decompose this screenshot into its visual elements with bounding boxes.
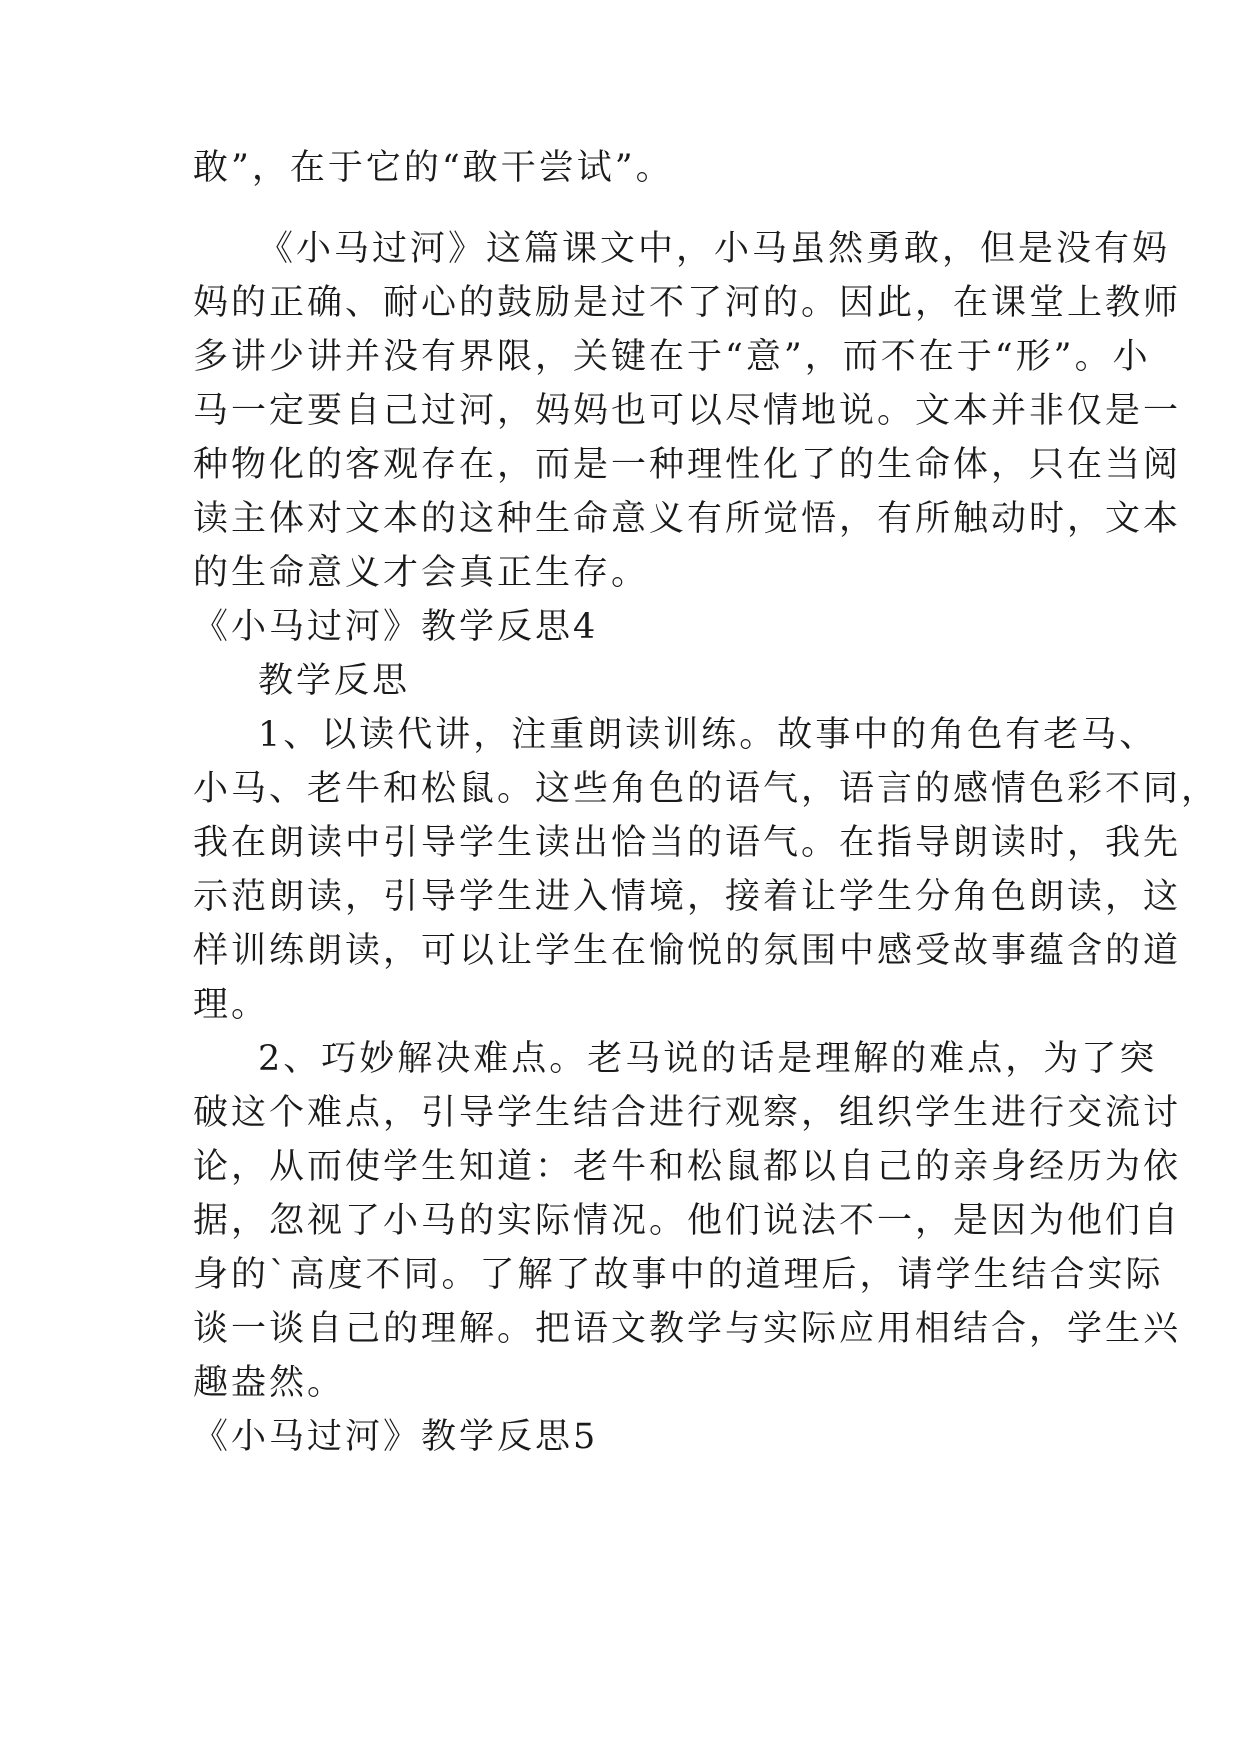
paragraph-line: 《小马过河》这篇课文中，小马虽然勇敢，但是没有妈 [258,229,1171,269]
paragraph-line: 论，从而使学生知道：老牛和松鼠都以自己的亲身经历为依 [193,1147,1182,1187]
paragraph-line: 示范朗读，引导学生进入情境，接着让学生分角色朗读，这 [193,877,1182,917]
paragraph-line: 2、巧妙解决难点。老马说的话是理解的难点，为了突 [258,1039,1158,1079]
paragraph-line: 理。 [193,985,270,1025]
paragraph-line: 马一定要自己过河，妈妈也可以尽情地说。文本并非仅是一 [193,391,1182,431]
paragraph-line: 的生命意义才会真正生存。 [193,553,650,593]
paragraph-line: 据，忽视了小马的实际情况。他们说法不一，是因为他们自 [193,1201,1182,1241]
paragraph-line: 趣盎然。 [193,1363,346,1403]
paragraph-line: 小马、老牛和松鼠。这些角色的语气，语言的感情色彩不同， [193,769,1220,809]
paragraph-line: 破这个难点，引导学生结合进行观察，组织学生进行交流讨 [193,1093,1182,1133]
paragraph-line: 种物化的客观存在，而是一种理性化了的生命体，只在当阅 [193,445,1182,485]
subheading: 教学反思 [258,661,411,701]
paragraph-line: 我在朗读中引导学生读出恰当的语气。在指导朗读时，我先 [193,823,1182,863]
paragraph-line: 读主体对文本的这种生命意义有所觉悟，有所触动时，文本 [193,499,1182,539]
paragraph-line: 样训练朗读，可以让学生在愉悦的氛围中感受故事蕴含的道 [193,931,1182,971]
section-heading: 《小马过河》教学反思5 [193,1417,599,1457]
paragraph-line: 谈一谈自己的理解。把语文教学与实际应用相结合，学生兴 [193,1309,1182,1349]
paragraph-line: 妈的正确、耐心的鼓励是过不了河的。因此，在课堂上教师 [193,283,1182,323]
paragraph-line: 敢”，在于它的“敢干尝试”。 [193,148,674,188]
paragraph-line: 1、以读代讲，注重朗读训练。故事中的角色有老马、 [258,715,1158,755]
paragraph-line: 多讲少讲并没有界限，关键在于“意”，而不在于“形”。小 [193,337,1151,377]
section-heading: 《小马过河》教学反思4 [193,607,599,647]
paragraph-line: 身的`高度不同。了解了故事中的道理后，请学生结合实际 [193,1255,1164,1295]
